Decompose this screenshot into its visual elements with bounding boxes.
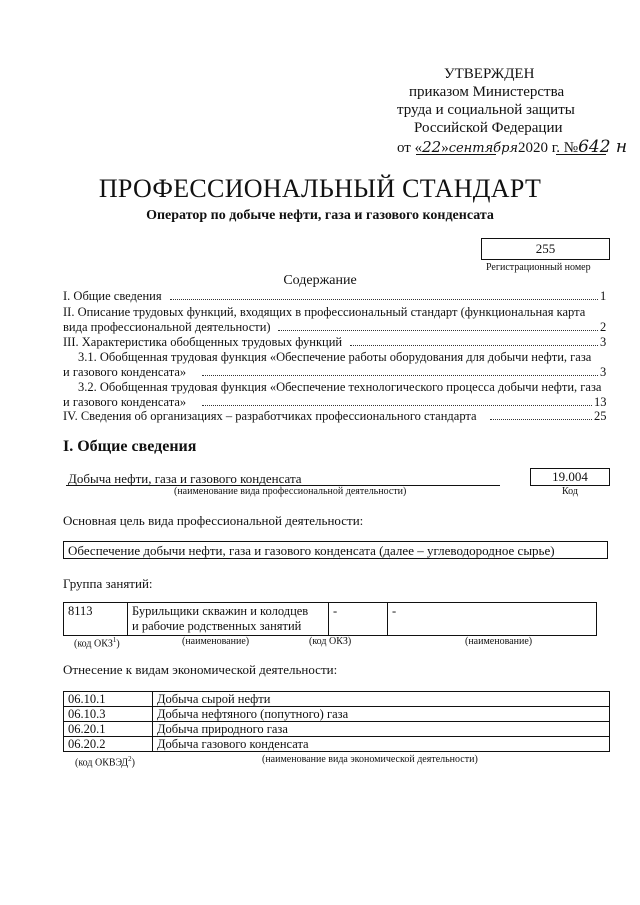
econ-label: Отнесение к видам экономической деятельности: [63,662,338,677]
toc-heading: Содержание [283,273,357,288]
goal-label: Основная цель вида профессиональной деятельности: [63,513,364,528]
group-caption-code2: (код ОКЗ) [309,636,352,647]
okz-name-line: и рабочие родственных занятий [132,619,302,633]
table-row [64,707,610,722]
registration-number-box: 255 [481,238,610,260]
okz-name2-cell: - [388,603,597,636]
caption-text: ) [131,757,135,769]
toc-item: II. Описание трудовых функций, входящих в профессиональный стандарт (функциональная карта [63,305,586,319]
quote-close: » [441,140,449,156]
table-row [64,603,597,636]
group-caption-code [74,636,120,649]
page-subtitle: Оператор по добыче нефти, газа и газового конденсата [146,208,494,223]
toc-leader [278,330,598,331]
econ-caption-name: (наименование вида экономической деятельности) [262,754,478,765]
approval-line: труда и социальной защиты [397,102,575,118]
okved-name-cell: Добыча сырой нефти [153,692,610,707]
group-caption-name2: (наименование) [465,636,533,647]
group-caption-name: (наименование) [182,636,250,647]
table-row [64,692,610,707]
date-day: 22 [422,138,442,156]
toc-item: III. Характеристика обобщенных трудовых функций [63,335,343,349]
toc-item: 3.1. Обобщенная трудовая функция «Обеспечение работы оборудования для добычи нефти, газа [78,350,592,364]
okved-name-cell: Добыча природного газа [153,722,610,737]
page-title: ПРОФЕССИОНАЛЬНЫЙ СТАНДАРТ [98,174,542,203]
okz-code2-cell: - [329,603,388,636]
caption-text: (код ОКВЭД [75,757,129,769]
occupation-group-table [63,602,597,636]
footnote-mark: 2 [128,755,132,763]
okved-name-cell: Добыча газового конденсата [153,737,610,752]
toc-page: 13 [594,395,607,409]
section-heading: I. Общие сведения [63,438,197,455]
activity-caption: (наименование вида профессиональной деятельности) [174,486,407,497]
toc-page: 25 [594,409,607,423]
toc-item: IV. Сведения об организациях – разработчиках профессионального стандарта [63,409,477,423]
econ-caption-code [75,755,135,768]
date-year: 2020 г. № [518,140,579,156]
number-underline [556,154,606,155]
okved-code-cell: 06.20.1 [64,722,153,737]
okz-name-cell [128,603,329,636]
table-row [64,722,610,737]
order-number: 642 н [578,137,628,157]
caption-text: (код ОКЗ [74,638,113,650]
footnote-mark: 1 [112,636,117,644]
goal-box: Обеспечение добычи нефти, газа и газового конденсата (далее – углеводородное сырье) [63,541,608,559]
date-month: сентября [448,141,519,156]
toc-leader [202,405,592,406]
toc-item-cont: и газового конденсата» [63,395,187,409]
toc-leader [350,345,598,346]
approval-line: приказом Министерства [409,84,565,100]
table-row [64,737,610,752]
toc-page: 3 [600,365,607,379]
toc-page: 1 [600,289,607,303]
toc-item: I. Общие сведения [63,289,162,303]
econ-activity-table [63,691,610,752]
okz-code-cell: 8113 [64,603,128,636]
okz-name-line: Бурильщики скважин и колодцев [132,604,309,618]
toc-leader [202,375,598,376]
approval-title: УТВЕРЖДЕН [444,66,535,82]
registration-label: Регистрационный номер [486,262,591,273]
okved-code-cell: 06.20.2 [64,737,153,752]
toc-page: 2 [600,320,607,334]
group-label: Группа занятий: [63,576,153,591]
activity-name: Добыча нефти, газа и газового конденсата [68,471,302,486]
toc-page: 3 [600,335,607,349]
okved-code-cell: 06.10.1 [64,692,153,707]
toc-leader [170,299,598,300]
toc-leader [490,419,592,420]
code-caption: Код [562,486,578,497]
okved-code-cell: 06.10.3 [64,707,153,722]
toc-item-cont: и газового конденсата» [63,365,187,379]
date-underline [416,154,496,155]
okved-name-cell: Добыча нефтяного (попутного) газа [153,707,610,722]
toc-item: 3.2. Обобщенная трудовая функция «Обеспечение технологического процесса добычи нефти, газа [78,380,602,394]
date-prefix: от « [397,140,423,156]
approval-line: Российской Федерации [414,120,563,136]
activity-code-box: 19.004 [530,468,610,486]
caption-text: ) [116,638,120,650]
toc-item-cont: вида профессиональной деятельности) [63,320,271,334]
